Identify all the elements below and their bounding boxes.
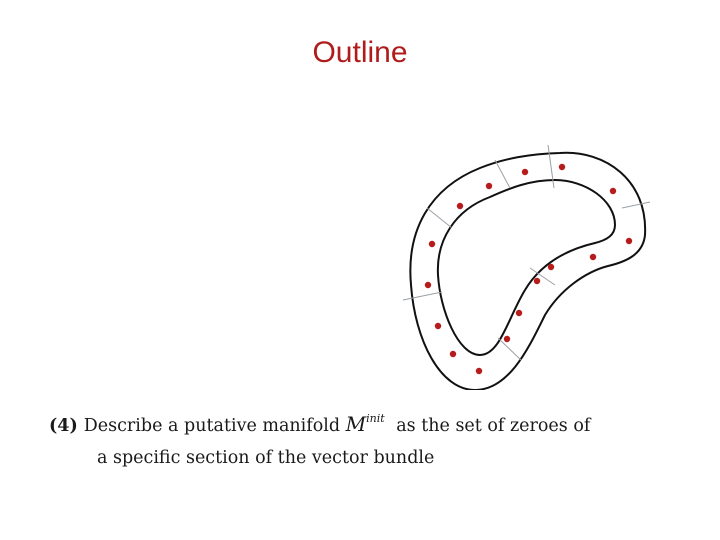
slide-title: Outline [312, 36, 408, 69]
zero-point [610, 188, 616, 194]
zero-point [425, 282, 431, 288]
manifold-superscript: init [366, 412, 385, 425]
fibre-segment [403, 292, 442, 300]
zero-point [626, 238, 632, 244]
zero-point [522, 169, 528, 175]
zero-point [559, 164, 565, 170]
zero-point [429, 241, 435, 247]
step-text-part1: Describe a putative manifold [83, 415, 346, 436]
zero-point [590, 254, 596, 260]
zero-point [457, 203, 463, 209]
step-text-part2: as the set of zeroes of [390, 415, 591, 436]
step-text-line2: a specific section of the vector bundle [97, 447, 435, 468]
zero-point [504, 336, 510, 342]
fibre-segment [498, 338, 521, 360]
zero-point [516, 310, 522, 316]
zero-point [476, 368, 482, 374]
step-description [49, 405, 689, 474]
zero-point [534, 278, 540, 284]
step-number: (4) [49, 415, 78, 436]
fibre-segment [427, 208, 452, 228]
zero-point [548, 264, 554, 270]
zero-point [450, 351, 456, 357]
fibre-segment [548, 145, 554, 188]
zero-point [486, 183, 492, 189]
fibre-segment [495, 160, 510, 188]
manifold-symbol: M [345, 411, 367, 436]
tubular-neighborhood-diagram [395, 140, 660, 390]
fibre-segment [622, 202, 650, 208]
outer-boundary-curve [410, 153, 645, 390]
zero-point [435, 323, 441, 329]
inner-boundary-curve [438, 180, 615, 355]
